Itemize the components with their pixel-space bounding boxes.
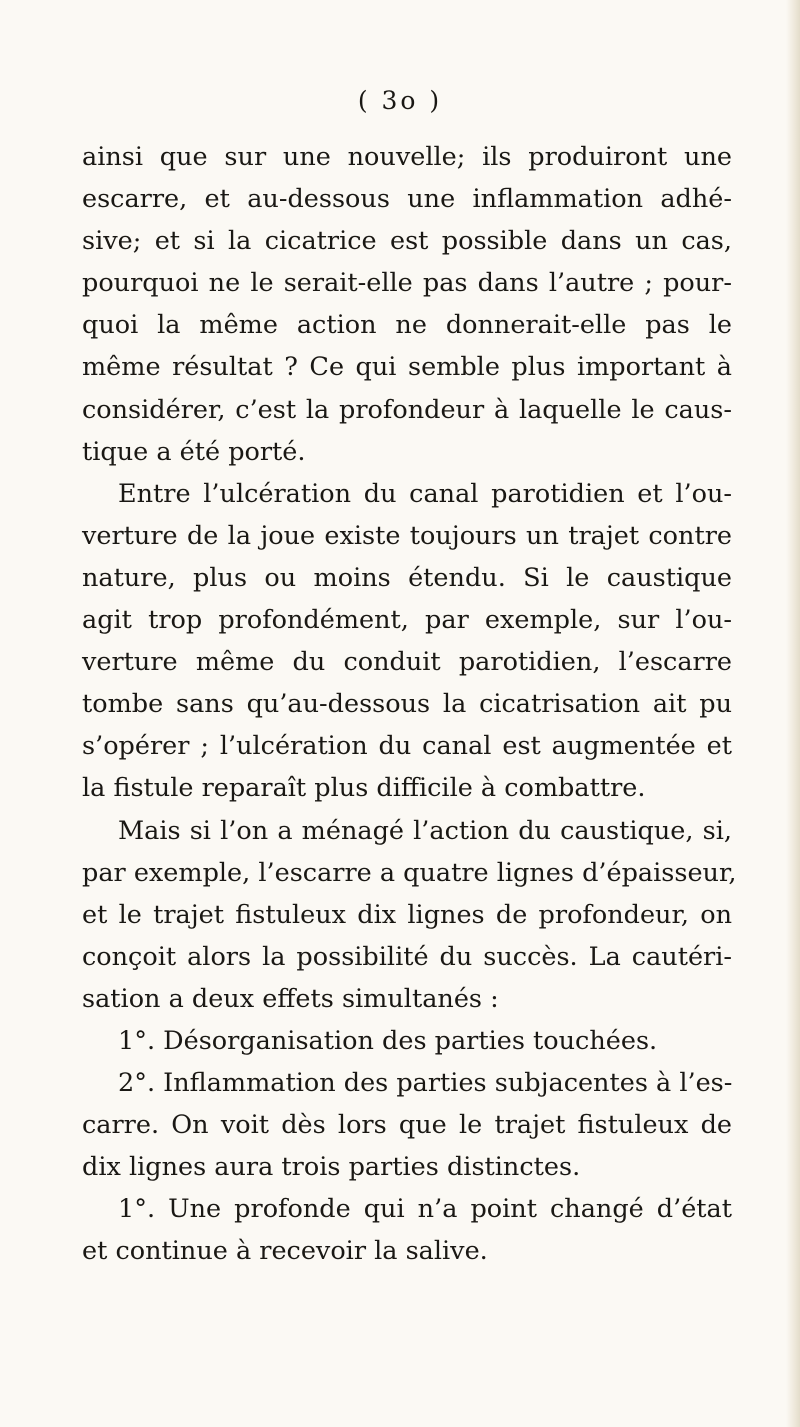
text-line: 2°. Inflammation des parties subjacentes à l’es- — [118, 1068, 733, 1099]
text-line: dix lignes aura trois parties distinctes. — [82, 1152, 581, 1183]
text-line: verture même du conduit parotidien, l’escarre — [82, 647, 732, 678]
page-edge-shadow — [786, 0, 800, 1427]
text-line: nature, plus ou moins étendu. Si le caustique — [82, 562, 732, 593]
text-line: pourquoi ne le serait-elle pas dans l’autre ; pour- — [82, 268, 732, 299]
text-line: tique a été porté. — [82, 436, 306, 467]
text-line: la fistule reparaît plus difficile à combattre. — [82, 773, 646, 804]
text-line: tombe sans qu’au-dessous la cicatrisation ait pu — [82, 689, 732, 720]
text-line: s’opérer ; l’ulcération du canal est augmentée et — [82, 731, 732, 762]
text-line: sation a deux effets simultanés : — [82, 983, 499, 1014]
page-number: ( 3o ) — [357, 86, 443, 115]
text-line: 1°. Désorganisation des parties touchées. — [118, 1025, 658, 1056]
text-line: même résultat ? Ce qui semble plus important à — [82, 352, 732, 383]
text-line: considérer, c’est la profondeur à laquelle le caus- — [82, 394, 732, 425]
body-text — [82, 136, 737, 1273]
text-line: verture de la joue existe toujours un trajet contre — [82, 520, 732, 551]
text-line: par exemple, l’escarre a quatre lignes d’épaisseur, — [82, 857, 737, 888]
text-line: sive; et si la cicatrice est possible dans un cas, — [82, 226, 732, 257]
text-line: 1°. Une profonde qui n’a point changé d’état — [118, 1194, 732, 1225]
text-line: et le trajet fistuleux dix lignes de profondeur, on — [82, 899, 732, 930]
text-line: ainsi que sur une nouvelle; ils produiront une — [82, 142, 732, 172]
text-line: agit trop profondément, par exemple, sur l’ou- — [82, 605, 732, 636]
text-line: Mais si l’on a ménagé l’action du caustique, si, — [118, 815, 732, 846]
text-line: et continue à recevoir la salive. — [82, 1236, 488, 1267]
text-line: carre. On voit dès lors que le trajet fistuleux de — [82, 1110, 732, 1141]
text-line: quoi la même action ne donnerait-elle pas le — [82, 310, 732, 341]
text-line: Entre l’ulcération du canal parotidien et l’ou- — [118, 478, 732, 509]
text-line: conçoit alors la possibilité du succès. La cautéri- — [82, 941, 732, 972]
text-line: escarre, et au-dessous une inflammation adhé- — [82, 184, 732, 215]
